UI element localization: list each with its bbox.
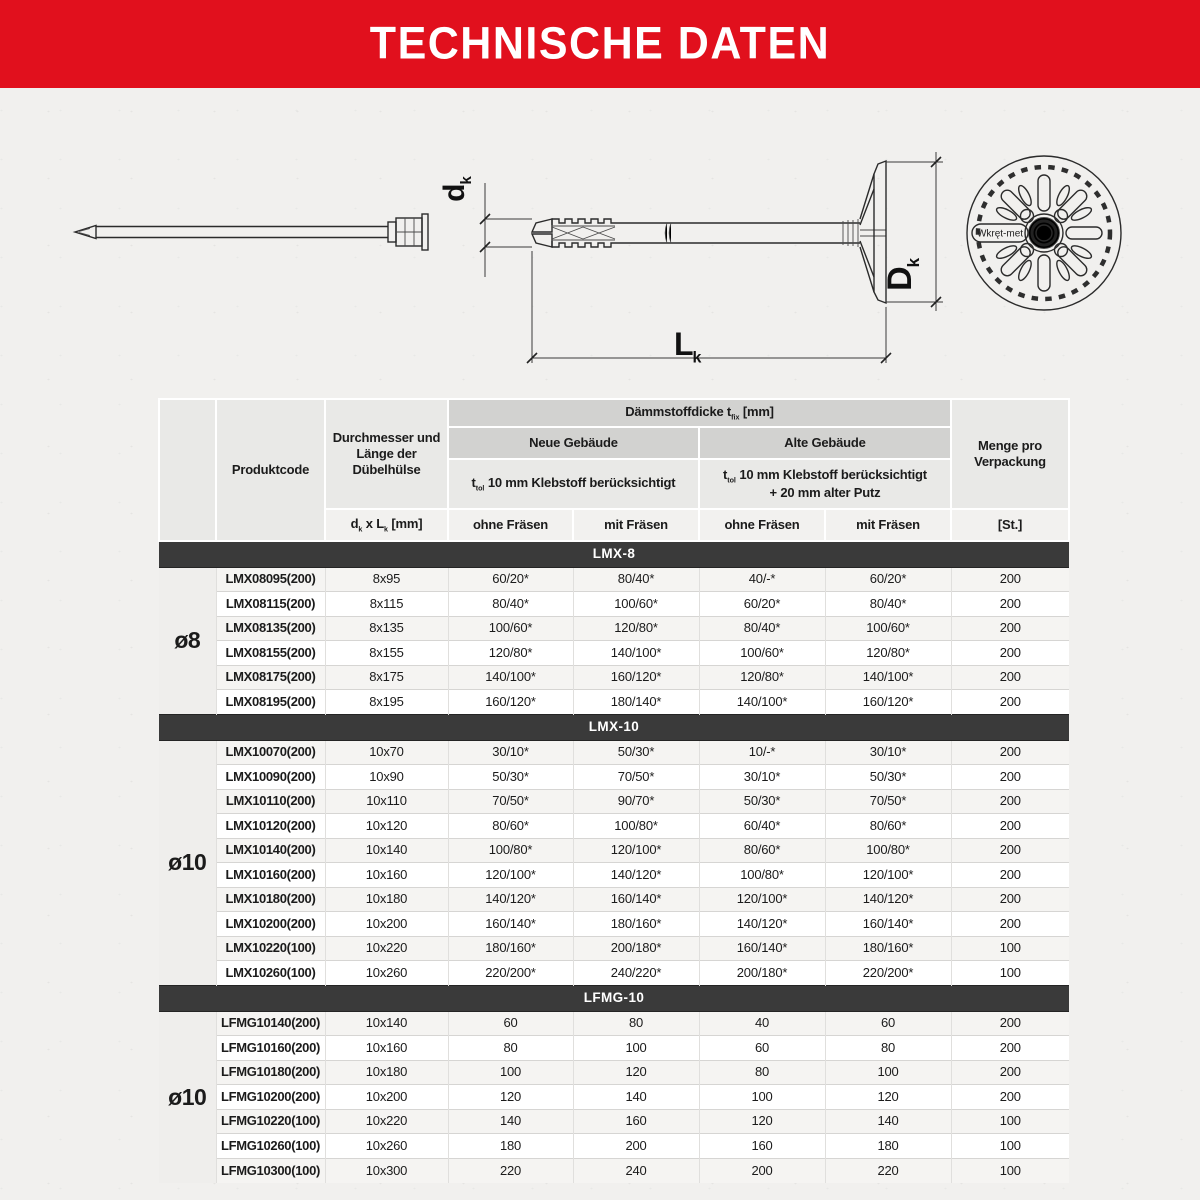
data-cell: 120/100* bbox=[825, 863, 951, 888]
product-code-cell: LMX10120(200) bbox=[216, 814, 325, 839]
section-bar bbox=[159, 714, 1069, 740]
table-row bbox=[159, 616, 1069, 641]
data-cell: 10x300 bbox=[325, 1158, 448, 1183]
product-code-cell: LMX08195(200) bbox=[216, 690, 325, 715]
table-row bbox=[159, 665, 1069, 690]
data-cell: 120 bbox=[699, 1109, 825, 1134]
data-cell: 100 bbox=[699, 1085, 825, 1110]
data-cell: 100/80* bbox=[573, 814, 699, 839]
data-cell: 160/140* bbox=[825, 912, 951, 937]
section-title: LMX-10 bbox=[159, 714, 1069, 740]
data-cell: 8x95 bbox=[325, 567, 448, 592]
dim-label-dk: $d_k$ bbox=[437, 176, 475, 202]
data-cell: 200 bbox=[951, 1060, 1069, 1085]
data-cell: 120/100* bbox=[699, 887, 825, 912]
table-row bbox=[159, 690, 1069, 715]
product-code-cell: LMX08155(200) bbox=[216, 641, 325, 666]
data-cell: 200 bbox=[951, 641, 1069, 666]
header-produktcode: Produktcode bbox=[216, 399, 325, 541]
data-cell: 160/140* bbox=[573, 887, 699, 912]
table-row bbox=[159, 765, 1069, 790]
table-row bbox=[159, 961, 1069, 986]
data-cell: 40 bbox=[699, 1011, 825, 1036]
product-code-cell: LMX10180(200) bbox=[216, 887, 325, 912]
product-code-cell: LMX10200(200) bbox=[216, 912, 325, 937]
data-cell: 100/60* bbox=[448, 616, 573, 641]
data-cell: 200 bbox=[951, 567, 1069, 592]
data-cell: 200 bbox=[951, 592, 1069, 617]
data-cell: 140/120* bbox=[573, 863, 699, 888]
data-cell: 60 bbox=[448, 1011, 573, 1036]
data-cell: 100 bbox=[448, 1060, 573, 1085]
data-cell: 140/100* bbox=[699, 690, 825, 715]
data-cell: 200 bbox=[951, 863, 1069, 888]
header-ttol-alte: $t_{tol}$ 10 mm Klebstoff berücksichtigt + 20 mm alter Putz bbox=[699, 459, 951, 509]
product-code-cell: LMX10090(200) bbox=[216, 765, 325, 790]
table-row bbox=[159, 1158, 1069, 1183]
data-cell: 180 bbox=[448, 1134, 573, 1159]
data-cell: 120/100* bbox=[573, 838, 699, 863]
data-cell: 60/20* bbox=[448, 567, 573, 592]
header-ttol-neue: $t_{tol}$ 10 mm Klebstoff berücksichtigt bbox=[448, 459, 699, 509]
data-cell: 160/120* bbox=[573, 665, 699, 690]
product-code-cell: LMX08135(200) bbox=[216, 616, 325, 641]
data-cell: 100 bbox=[825, 1060, 951, 1085]
dim-label-Dk: $D_k$ bbox=[881, 257, 923, 291]
data-cell: 100 bbox=[573, 1036, 699, 1061]
technical-data-table bbox=[158, 398, 1070, 1183]
data-cell: 30/10* bbox=[825, 740, 951, 765]
table-row bbox=[159, 740, 1069, 765]
data-cell: 200 bbox=[573, 1134, 699, 1159]
product-code-cell: LMX08095(200) bbox=[216, 567, 325, 592]
header-units-qty: [St.] bbox=[951, 509, 1069, 541]
data-cell: 80 bbox=[448, 1036, 573, 1061]
data-cell: 30/10* bbox=[699, 765, 825, 790]
data-cell: 8x175 bbox=[325, 665, 448, 690]
data-cell: 50/30* bbox=[699, 789, 825, 814]
product-code-cell: LMX10070(200) bbox=[216, 740, 325, 765]
product-code-cell: LMX08175(200) bbox=[216, 665, 325, 690]
header-units-dim: $d_k$ x $L_k$ [mm] bbox=[325, 509, 448, 541]
data-cell: 120 bbox=[448, 1085, 573, 1110]
header-daemmstoffdicke: Dämmstoffdicke $t_{fix}$ [mm] bbox=[448, 399, 951, 427]
product-code-cell: LMX08115(200) bbox=[216, 592, 325, 617]
data-cell: 140/120* bbox=[699, 912, 825, 937]
data-cell: 10x90 bbox=[325, 765, 448, 790]
data-cell: 60/40* bbox=[699, 814, 825, 839]
data-cell: 10x120 bbox=[325, 814, 448, 839]
data-cell: 10x200 bbox=[325, 912, 448, 937]
data-cell: 200/180* bbox=[699, 961, 825, 986]
data-cell: 80/40* bbox=[699, 616, 825, 641]
data-cell: 70/50* bbox=[825, 789, 951, 814]
data-cell: 100/80* bbox=[448, 838, 573, 863]
data-cell: 140/120* bbox=[448, 887, 573, 912]
product-code-cell: LFMG10220(100) bbox=[216, 1109, 325, 1134]
header-menge: Menge pro Verpackung bbox=[951, 399, 1069, 509]
data-cell: 10x220 bbox=[325, 936, 448, 961]
table-row bbox=[159, 863, 1069, 888]
data-cell: 220/200* bbox=[825, 961, 951, 986]
table-body bbox=[159, 541, 1069, 1183]
data-cell: 140/100* bbox=[825, 665, 951, 690]
data-cell: 100/80* bbox=[825, 838, 951, 863]
data-cell: 140/100* bbox=[448, 665, 573, 690]
data-cell: 100/60* bbox=[573, 592, 699, 617]
data-cell: 200 bbox=[951, 1011, 1069, 1036]
table-row bbox=[159, 1036, 1069, 1061]
data-cell: 200 bbox=[951, 690, 1069, 715]
data-cell: 120 bbox=[573, 1060, 699, 1085]
table-header bbox=[159, 399, 1069, 541]
data-cell: 200 bbox=[951, 912, 1069, 937]
data-cell: 160/140* bbox=[699, 936, 825, 961]
data-cell: 180 bbox=[825, 1134, 951, 1159]
data-cell: 60/20* bbox=[699, 592, 825, 617]
data-cell: 80/60* bbox=[825, 814, 951, 839]
data-cell: 50/30* bbox=[825, 765, 951, 790]
header-diameter-col bbox=[159, 399, 216, 541]
data-cell: 10x110 bbox=[325, 789, 448, 814]
product-code-cell: LMX10220(100) bbox=[216, 936, 325, 961]
product-code-cell: LMX10110(200) bbox=[216, 789, 325, 814]
diameter-group-label: ø10 bbox=[159, 1011, 216, 1183]
data-cell: 200 bbox=[699, 1158, 825, 1183]
table-row bbox=[159, 936, 1069, 961]
data-cell: 10x200 bbox=[325, 1085, 448, 1110]
data-cell: 10x140 bbox=[325, 838, 448, 863]
table-row bbox=[159, 887, 1069, 912]
table-row bbox=[159, 1060, 1069, 1085]
plate-top-view-drawing bbox=[960, 150, 1130, 320]
data-cell: 200 bbox=[951, 789, 1069, 814]
data-cell: 220 bbox=[448, 1158, 573, 1183]
data-cell: 120/80* bbox=[825, 641, 951, 666]
table-row bbox=[159, 838, 1069, 863]
table-row bbox=[159, 567, 1069, 592]
data-cell: 8x155 bbox=[325, 641, 448, 666]
data-cell: 140/100* bbox=[573, 641, 699, 666]
product-code-cell: LFMG10200(200) bbox=[216, 1085, 325, 1110]
data-cell: 80 bbox=[573, 1011, 699, 1036]
data-cell: 10x140 bbox=[325, 1011, 448, 1036]
data-cell: 240 bbox=[573, 1158, 699, 1183]
data-cell: 50/30* bbox=[448, 765, 573, 790]
table-row bbox=[159, 1109, 1069, 1134]
data-cell: 140 bbox=[448, 1109, 573, 1134]
data-cell: 200 bbox=[951, 665, 1069, 690]
header-col-mit-fraesen-neue: mit Fräsen bbox=[573, 509, 699, 541]
header-durchmesser: Durchmesser und Länge der Dübelhülse bbox=[325, 399, 448, 509]
data-cell: 160 bbox=[699, 1134, 825, 1159]
data-cell: 200 bbox=[951, 765, 1069, 790]
data-cell: 180/160* bbox=[448, 936, 573, 961]
data-cell: 60/20* bbox=[825, 567, 951, 592]
data-cell: 220/200* bbox=[448, 961, 573, 986]
data-cell: 10x70 bbox=[325, 740, 448, 765]
data-cell: 100 bbox=[951, 1158, 1069, 1183]
data-cell: 160 bbox=[573, 1109, 699, 1134]
data-cell: 60 bbox=[825, 1011, 951, 1036]
header-col-ohne-fraesen-alte: ohne Fräsen bbox=[699, 509, 825, 541]
pin-side-view-drawing bbox=[70, 205, 445, 265]
header-neue-gebaeude: Neue Gebäude bbox=[448, 427, 699, 459]
data-cell: 80 bbox=[825, 1036, 951, 1061]
data-cell: 100/60* bbox=[699, 641, 825, 666]
section-title: LFMG-10 bbox=[159, 985, 1069, 1011]
data-cell: 200 bbox=[951, 887, 1069, 912]
data-cell: 10x180 bbox=[325, 887, 448, 912]
data-cell: 200 bbox=[951, 740, 1069, 765]
data-cell: 220 bbox=[825, 1158, 951, 1183]
data-cell: 120/80* bbox=[699, 665, 825, 690]
data-cell: 160/140* bbox=[448, 912, 573, 937]
data-cell: 160/120* bbox=[448, 690, 573, 715]
header-col-ohne-fraesen-neue: ohne Fräsen bbox=[448, 509, 573, 541]
data-cell: 80/40* bbox=[825, 592, 951, 617]
product-code-cell: LFMG10300(100) bbox=[216, 1158, 325, 1183]
data-cell: 200 bbox=[951, 838, 1069, 863]
data-cell: 100 bbox=[951, 961, 1069, 986]
table-row bbox=[159, 789, 1069, 814]
data-cell: 120/80* bbox=[573, 616, 699, 641]
product-code-cell: LMX10160(200) bbox=[216, 863, 325, 888]
data-cell: 140/120* bbox=[825, 887, 951, 912]
table-row bbox=[159, 912, 1069, 937]
table-row bbox=[159, 592, 1069, 617]
product-code-cell: LFMG10180(200) bbox=[216, 1060, 325, 1085]
data-cell: 120/100* bbox=[448, 863, 573, 888]
data-cell: 100 bbox=[951, 936, 1069, 961]
data-cell: 160/120* bbox=[825, 690, 951, 715]
section-title: LMX-8 bbox=[159, 541, 1069, 567]
header-col-mit-fraesen-alte: mit Fräsen bbox=[825, 509, 951, 541]
data-cell: 120 bbox=[825, 1085, 951, 1110]
data-cell: 80/60* bbox=[699, 838, 825, 863]
data-cell: 8x115 bbox=[325, 592, 448, 617]
data-cell: 200/180* bbox=[573, 936, 699, 961]
data-cell: 80/40* bbox=[448, 592, 573, 617]
data-cell: 8x195 bbox=[325, 690, 448, 715]
section-bar bbox=[159, 541, 1069, 567]
data-cell: 180/160* bbox=[573, 912, 699, 937]
data-cell: 140 bbox=[825, 1109, 951, 1134]
data-cell: 200 bbox=[951, 1085, 1069, 1110]
data-cell: 200 bbox=[951, 814, 1069, 839]
data-cell: 30/10* bbox=[448, 740, 573, 765]
dim-label-Lk: $L_k$ bbox=[674, 326, 702, 367]
data-cell: 70/50* bbox=[448, 789, 573, 814]
diameter-group-label: ø10 bbox=[159, 740, 216, 985]
product-code-cell: LMX10140(200) bbox=[216, 838, 325, 863]
section-bar bbox=[159, 985, 1069, 1011]
data-cell: 80/40* bbox=[573, 567, 699, 592]
plate-brand-label: Wkręt-met bbox=[976, 228, 1024, 240]
table-row bbox=[159, 1134, 1069, 1159]
data-cell: 10x160 bbox=[325, 863, 448, 888]
data-cell: 100 bbox=[951, 1134, 1069, 1159]
table-row bbox=[159, 814, 1069, 839]
data-cell: 70/50* bbox=[573, 765, 699, 790]
data-cell: 40/-* bbox=[699, 567, 825, 592]
data-cell: 200 bbox=[951, 1036, 1069, 1061]
table-row bbox=[159, 1011, 1069, 1036]
table-row bbox=[159, 1085, 1069, 1110]
data-cell: 240/220* bbox=[573, 961, 699, 986]
data-cell: 50/30* bbox=[573, 740, 699, 765]
data-cell: 80/60* bbox=[448, 814, 573, 839]
data-cell: 10x220 bbox=[325, 1109, 448, 1134]
data-cell: 10x160 bbox=[325, 1036, 448, 1061]
page-title: TECHNISCHE DATEN bbox=[369, 18, 831, 69]
header-alte-gebaeude: Alte Gebäude bbox=[699, 427, 951, 459]
data-cell: 10x180 bbox=[325, 1060, 448, 1085]
data-cell: 90/70* bbox=[573, 789, 699, 814]
data-cell: 8x135 bbox=[325, 616, 448, 641]
table-row bbox=[159, 641, 1069, 666]
data-cell: 180/140* bbox=[573, 690, 699, 715]
data-cell: 100 bbox=[951, 1109, 1069, 1134]
data-cell: 120/80* bbox=[448, 641, 573, 666]
data-cell: 60 bbox=[699, 1036, 825, 1061]
data-cell: 100/60* bbox=[825, 616, 951, 641]
data-cell: 140 bbox=[573, 1085, 699, 1110]
data-cell: 80 bbox=[699, 1060, 825, 1085]
data-cell: 10x260 bbox=[325, 1134, 448, 1159]
product-code-cell: LFMG10160(200) bbox=[216, 1036, 325, 1061]
product-code-cell: LFMG10260(100) bbox=[216, 1134, 325, 1159]
data-cell: 10/-* bbox=[699, 740, 825, 765]
data-cell: 100/80* bbox=[699, 863, 825, 888]
data-cell: 10x260 bbox=[325, 961, 448, 986]
product-code-cell: LFMG10140(200) bbox=[216, 1011, 325, 1036]
product-code-cell: LMX10260(100) bbox=[216, 961, 325, 986]
data-cell: 180/160* bbox=[825, 936, 951, 961]
title-banner bbox=[0, 0, 1200, 88]
data-cell: 200 bbox=[951, 616, 1069, 641]
diameter-group-label: ø8 bbox=[159, 567, 216, 714]
